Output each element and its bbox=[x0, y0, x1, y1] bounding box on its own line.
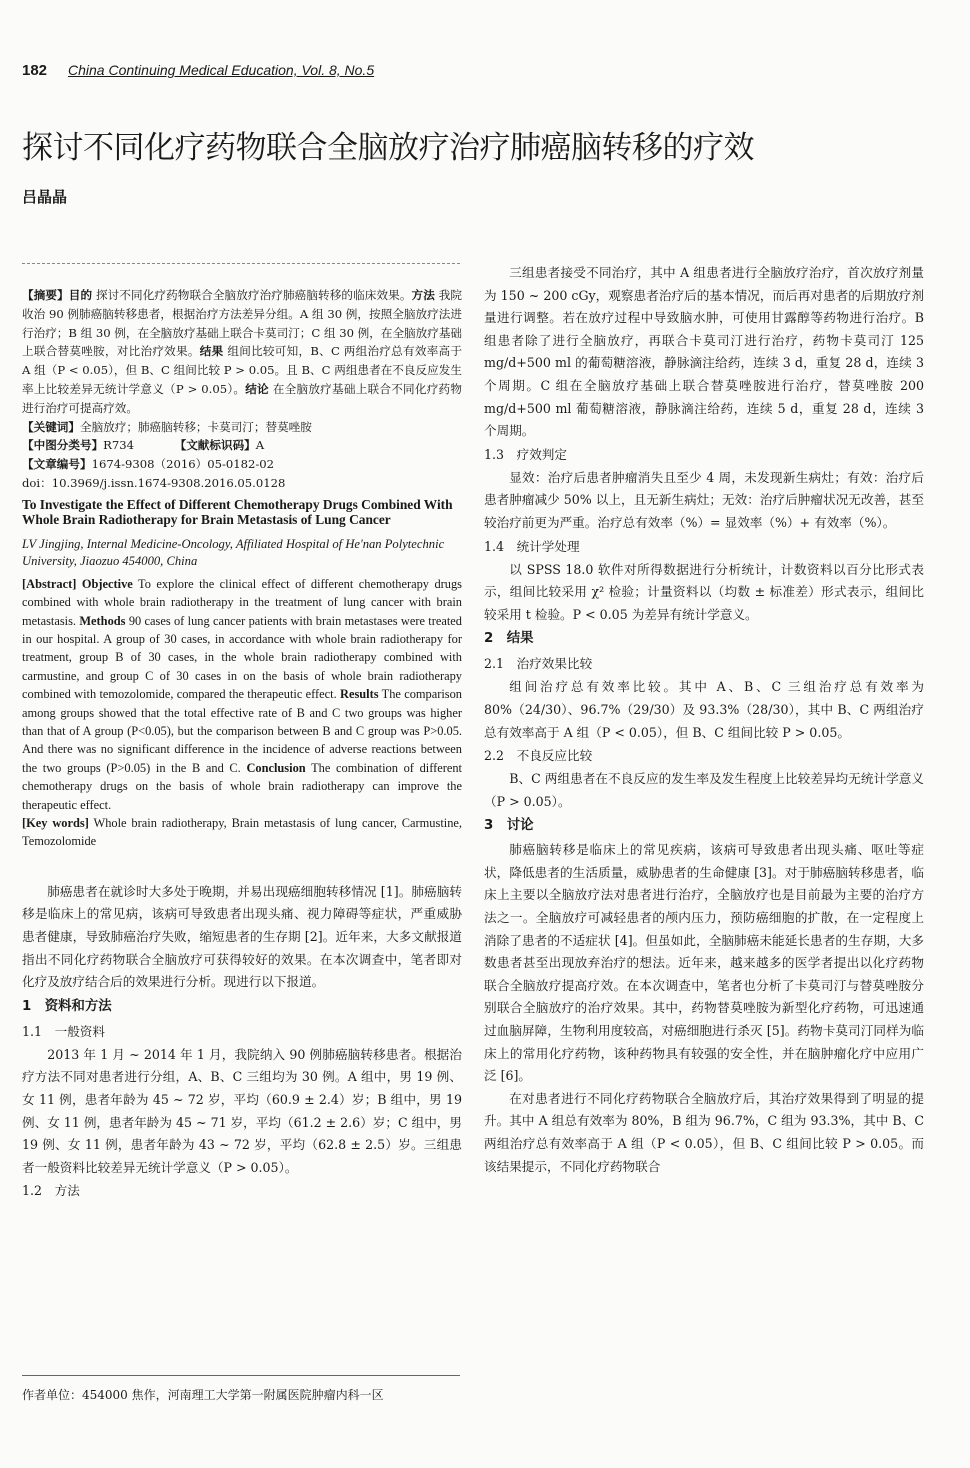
section-3-heading: 3 讨论 bbox=[484, 818, 534, 834]
footnote-rule bbox=[22, 1375, 460, 1376]
section-2-1-paragraph: 组间治疗总有效率比较。其中 A、B、C 三组治疗总有效率为 80%（24/30）、96.7%（29/30）及 93.3%（28/30），其中 B、C 两组治疗总有效率高于 A 组（P < 0.05），但 B、C 组间比较 P > 0.05。 bbox=[484, 679, 924, 740]
section-1-4-heading: 1.4 统计学处理 bbox=[484, 538, 580, 554]
right-column bbox=[484, 262, 924, 1178]
author-name: 吕晶晶 bbox=[22, 188, 68, 206]
section-1-heading: 1 资料和方法 bbox=[22, 998, 112, 1014]
english-affiliation: LV Jingjing, Internal Medicine-Oncology, Affiliated Hospital of He'nan Polytechnic University, Jiaozuo 454000, China bbox=[22, 536, 445, 569]
classification-line: 【中图分类号】R734 【文献标识码】A bbox=[22, 438, 265, 453]
spacer bbox=[22, 851, 462, 881]
running-header bbox=[22, 62, 942, 86]
doi: doi：10.3969/j.issn.1674-9308.2016.05.0128 bbox=[22, 475, 286, 490]
english-abstract: [Abstract] Objective To explore the clinical effect of different chemotherapy drugs combined with whole brain radiotherapy in the treatment of lung cancer with brain metastasis. Methods 90 cases of lung cancer patients with brain metastases were treated in our hospital. A group of 30 cases, in accordance with whole brain radiotherapy for treatment, group B of 30 cases, in the whole brain radiotherapy combined with carmustine, and group C of 30 cases in on the basis of whole brain radiotherapy combined with temozolomide, compared the therapeutic effect. Results The comparison among groups showed that the total effective rate of B and C two groups was higher than that of A group (P<0.05), but the comparison between B and C group was P>0.05. And there was no significant difference in the incidence of adverse reactions between the two groups (P>0.05) in the B and C. Conclusion The combination of different chemotherapy drugs on the basis of whole brain radiotherapy can improve the therapeutic effect. bbox=[22, 576, 463, 812]
section-1-1-paragraph: 2013 年 1 月 ~ 2014 年 1 月，我院纳入 90 例肺癌脑转移患者。根据治疗方法不同对患者进行分组，A、B、C 三组均为 30 例。A 组中，男 19 例、女 11 例，患者年龄为 45 ~ 72 岁，平均（60.9 ± 2.4）岁；B 组中，男 19 例、女 11 例，患者年龄为 45 ~ 71 岁，平均（61.2 ± 2.6）岁；C 组中，男 19 例、女 11 例，患者年龄为 43 ~ 72 岁，平均（62.8 ± 2.5）岁。三组患者一般资料比较差异无统计学意义（P > 0.05）。 bbox=[22, 1046, 462, 1175]
chinese-keywords: 【关键词】全脑放疗；肺癌脑转移；卡莫司汀；替莫唑胺 bbox=[22, 419, 312, 434]
abstract-top-rule bbox=[22, 263, 460, 264]
section-1-2-heading: 1.2 方法 bbox=[22, 1183, 80, 1199]
english-title: To Investigate the Effect of Different Chemotherapy Drugs Combined With Whole Brain Radiotherapy for Brain Metastasis of Lung Cancer bbox=[22, 496, 453, 528]
article-title: 探讨不同化疗药物联合全脑放疗治疗肺癌脑转移的疗效 bbox=[22, 130, 754, 166]
journal-name: China Continuing Medical Education, Vol. 8, No.5 bbox=[68, 62, 375, 78]
section-2-2-paragraph: B、C 两组患者在不良反应的发生率及发生程度上比较差异均无统计学意义（P > 0.05）。 bbox=[484, 771, 924, 809]
section-2-1-heading: 2.1 治疗效果比较 bbox=[484, 656, 593, 672]
section-1-2-paragraph: 三组患者接受不同治疗，其中 A 组患者进行全脑放疗治疗，首次放疗剂量为 150 ~ 200 cGy，观察患者治疗后的基本情况，而后再对患者的后期放疗剂量进行调整。若在放疗过程中导致脑水肿，可使用甘露醇等药物进行治疗。B 组患者除了进行全脑放疗，再联合卡莫司汀进行治疗，药物卡莫司汀 125 mg/d+500 ml 的葡萄糖溶液，静脉滴注给药，连续 3 d，重复 28 d，连续 3 个周期。C 组在全脑放疗基础上联合替莫唑胺进行治疗，替莫唑胺 200 mg/d+500 ml 葡萄糖溶液，静脉滴注给药，连续 5 d，重复 28 d，连续 3 个周期。 bbox=[484, 265, 924, 439]
section-1-3-heading: 1.3 疗效判定 bbox=[484, 446, 567, 462]
section-1-1-heading: 1.1 一般资料 bbox=[22, 1023, 105, 1039]
section-2-2-heading: 2.2 不良反应比较 bbox=[484, 748, 593, 764]
author-affiliation-footnote: 作者单位：454000 焦作，河南理工大学第一附属医院肿瘤内科一区 bbox=[22, 1388, 384, 1402]
page-number: 182 bbox=[22, 62, 48, 79]
section-2-heading: 2 结果 bbox=[484, 631, 534, 647]
section-1-4-paragraph: 以 SPSS 18.0 软件对所得数据进行分析统计，计数资料以百分比形式表示，组间比较采用 χ² 检验；计量资料以（均数 ± 标准差）形式表示，组间比较采用 t 检验。P < 0.05 为差异有统计学意义。 bbox=[484, 561, 924, 622]
chinese-abstract: 【摘要】目的 探讨不同化疗药物联合全脑放疗治疗肺癌脑转移的临床效果。方法 我院收治 90 例肺癌脑转移患者，根据治疗方法差异分组。A 组 30 例，按照全脑放疗法进行治疗；B 组 30 例，在全脑放疗基础上联合卡莫司汀；C 组 30 例，在全脑放疗基础上联合替莫唑胺，对比治疗效果。结果 组间比较可知，B、C 两组治疗总有效率高于 A 组（P < 0.05），但 B、C 组间比较 P > 0.05。且 B、C 两组患者在不良反应发生率上比较差异无统计学意义（P > 0.05）。结论 在全脑放疗基础上联合不同化疗药物进行治疗可提高疗效。 bbox=[22, 288, 463, 415]
left-column bbox=[22, 286, 462, 1203]
intro-paragraph: 肺癌患者在就诊时大多处于晚期，并易出现癌细胞转移情况 [1]。肺癌脑转移是临床上的常见病，该病可导致患者出现头痛、视力障碍等症状，严重威胁患者健康，导致肺癌治疗失败，缩短患者的生存期 [2]。近年来，大多文献报道指出不同化疗药物联合全脑放疗可获得较好的效果。在本次调查中，笔者即对化疗及放疗结合后的效果进行分析。现进行以下报道。 bbox=[22, 883, 462, 990]
english-keywords: [Key words] Whole brain radiotherapy, Brain metastasis of lung cancer, Carmustine, Temozolomide bbox=[22, 816, 463, 849]
section-3-paragraph-2: 在对患者进行不同化疗药物联合全脑放疗后，其治疗效果得到了明显的提升。其中 A 组总有效率为 80%，B 组为 96.7%，C 组为 93.3%，其中 B、C 两组治疗总有效率高于 A 组（P < 0.05），但 B、C 组间比较 P > 0.05。而该结果提示，不同化疗药物联合 bbox=[484, 1090, 924, 1174]
section-1-3-paragraph: 显效：治疗后患者肿瘤消失且至少 4 周，未发现新生病灶；有效：治疗后患者肿瘤减少 50% 以上，且无新生病灶；无效：治疗后肿瘤状况无改善，甚至较治疗前更为严重。治疗总有效率（%）= 显效率（%）+ 有效率（%）。 bbox=[484, 469, 924, 530]
section-3-paragraph-1: 肺癌脑转移是临床上的常见疾病，该病可导致患者出现头痛、呕吐等症状，降低患者的生活质量，威胁患者的生命健康 [3]。对于肺癌脑转移患者，临床上主要以全脑放疗法对患者进行治疗，全脑放疗也是目前最为主要的治疗方法之一。全脑放疗可减轻患者的颅内压力，预防癌细胞的扩散，在一定程度上消除了患者的不适症状 [4]。但虽如此，全脑肺癌未能延长患者的生存期，大多数患者甚至出现放弃治疗的想法。近年来，越来越多的医学者提出以化疗药物联合全脑放疗提高疗效。在本次调查中，笔者也分析了卡莫司汀与替莫唑胺分别联合全脑放疗的治疗效果。其中，药物替莫唑胺为新型化疗药物，可迅速通过血脑屏障，生物利用度较高，对癌细胞进行杀灭 [5]。药物卡莫司汀同样为临床上的常用化疗药物，该种药物具有较强的安全性，并在脑肿瘤化疗中应用广泛 [6]。 bbox=[484, 842, 924, 1084]
article-number: 【文章编号】1674-9308（2016）05-0182-02 bbox=[22, 457, 275, 472]
